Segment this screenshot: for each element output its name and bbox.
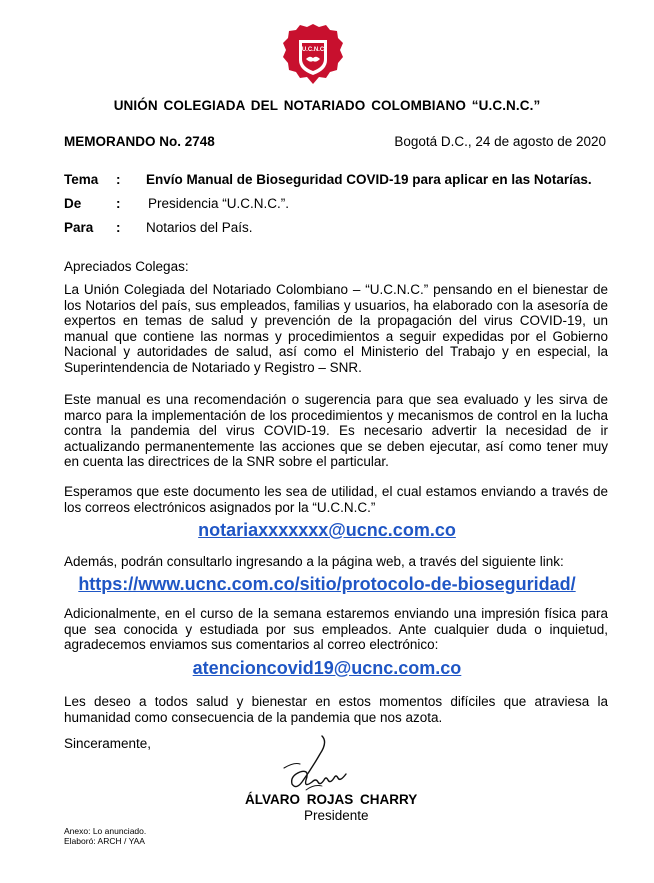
paragraph-utility: Esperamos que este documento les sea de utilidad, el cual estamos enviando a través de los correos electrónicos asignados por la “U.C.N.C.” (64, 484, 608, 515)
memo-number: MEMORANDO No. 2748 (64, 134, 215, 149)
protocol-web-link[interactable]: https://www.ucnc.com.co/sitio/protocolo-de-bioseguridad/ (78, 574, 576, 594)
covid-email-link[interactable]: atencioncovid19@ucnc.com.co (192, 658, 462, 678)
annex-note: Anexo: Lo anunciado. (64, 826, 147, 836)
svg-text:U.C.N.C: U.C.N.C (301, 47, 325, 53)
signer-role: Presidente (304, 808, 369, 823)
paragraph-intro: La Unión Colegiada del Notariado Colombiano – “U.C.N.C.” pensando en el bienestar de los Notarios del país, sus empleados, familias y usuarios, ha elaborado con la asesoría de expertos en temas de salud y prevención de la propagación del virus COVID-19, un manual que contiene las normas y procedimientos a seguir expedidas por el Gobierno Nacional y autoridades de salud, así como el Ministerio del Trabajo y en especial, la Superintendencia de Notariado y Registro – SNR. (64, 282, 608, 375)
to-value: Notarios del País. (146, 220, 253, 235)
from-colon: : (116, 196, 121, 211)
to-label: Para (64, 220, 94, 235)
paragraph-print: Adicionalmente, en el curso de la semana estaremos enviando una impresión física para que sea conocida y estudiada por sus empleados. Ante cualquier duda o inquietud, agradecemos enviamos sus comentarios al correo electrónico: (64, 606, 608, 653)
handwritten-signature (262, 732, 362, 796)
paragraph-web: Además, podrán consultarlo ingresando a la página web, a través del siguiente link: (64, 554, 564, 569)
closing-salutation: Sinceramente, (64, 736, 152, 751)
ucnc-logo (282, 22, 344, 86)
paragraph-recommendation: Este manual es una recomendación o sugerencia para que sea evaluado y les sirva de marco para la implementación de los procedimientos y mecanismos de control en la lucha contra la pandemia del virus COVID-19. Es necesario advertir la necesidad de ir actualizando permanentemente las acciones que se deben ejecutar, así como tener muy en cuenta las directrices de la SNR sobre el particular. (64, 392, 608, 470)
organization-title: UNIÓN COLEGIADA DEL NOTARIADO COLOMBIANO “U.C.N.C.” (113, 98, 541, 113)
to-colon: : (116, 220, 121, 235)
memo-date: Bogotá D.C., 24 de agosto de 2020 (394, 134, 606, 149)
greeting: Apreciados Colegas: (64, 259, 189, 274)
from-label: De (64, 196, 82, 211)
prepared-by-note: Elaboró: ARCH / YAA (64, 836, 145, 846)
from-value: Presidencia “U.C.N.C.”. (148, 196, 290, 211)
subject-label: Tema (64, 172, 99, 187)
signer-name: ÁLVARO ROJAS CHARRY (245, 792, 418, 807)
paragraph-closing-wish: Les deseo a todos salud y bienestar en estos momentos difíciles que atraviesa la humanidad como consecuencia de la pandemia que nos azota. (64, 694, 608, 725)
notaria-email-link[interactable]: notariaxxxxxxx@ucnc.com.co (198, 520, 456, 540)
subject-colon: : (116, 172, 121, 187)
subject-value: Envío Manual de Bioseguridad COVID-19 para aplicar en las Notarías. (146, 172, 592, 187)
